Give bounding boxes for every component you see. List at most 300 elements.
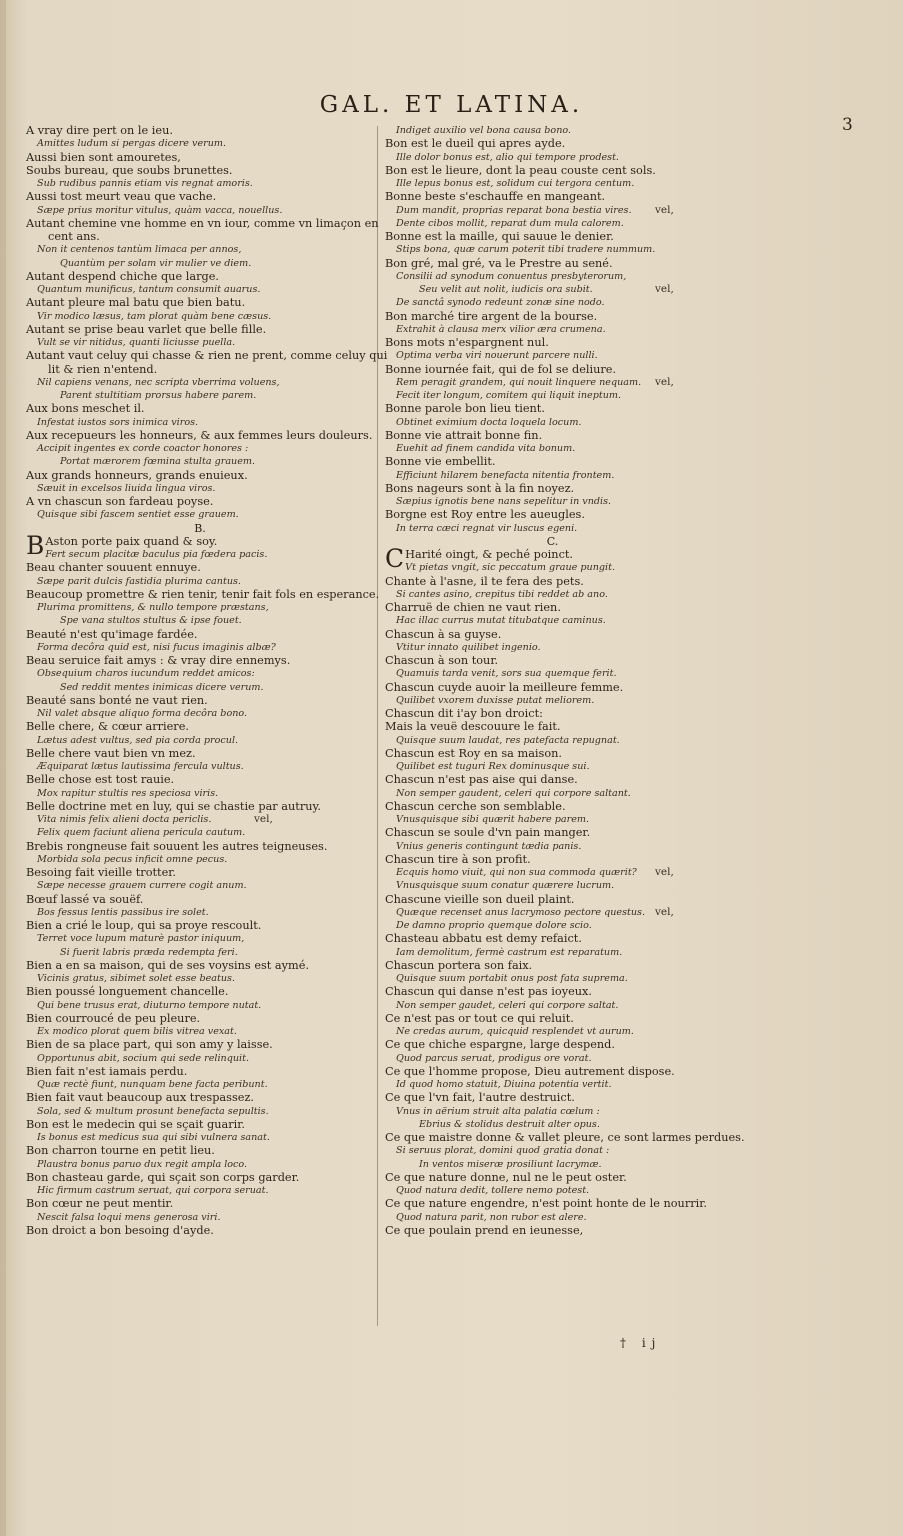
latin-translation <box>26 1078 374 1091</box>
line-text: Felix quem faciunt aliena pericula cautum. <box>37 827 246 839</box>
line-text: Quilibet est tuguri Rex dominusque sui. <box>396 761 590 772</box>
line-text: Fert secum placitæ baculus pia fœdera pacis. <box>45 549 268 560</box>
latin-translation <box>385 349 720 362</box>
line-text: Lætus adest vultus, sed pia corda procul. <box>37 734 239 746</box>
french-proverb <box>385 363 720 376</box>
latin-translation-second-line <box>385 1158 720 1171</box>
latin-translation <box>26 760 374 773</box>
latin-translation <box>26 1158 374 1171</box>
line-text: Bon est le dueil qui apres ayde. <box>385 137 566 151</box>
latin-translation <box>385 919 720 932</box>
latin-translation <box>26 734 374 747</box>
line-text: Beaucoup promettre & rien tenir, tenir fait fols en esperance. <box>26 587 380 601</box>
latin-translation-second-line <box>26 455 374 468</box>
line-text: Chascun cuyde auoir la meilleure femme. <box>385 680 624 694</box>
line-text: Vnusquisque suum conatur quærere lucrum. <box>396 880 615 892</box>
french-proverb <box>26 1144 374 1157</box>
line-text: Portat mærorem fœmina stulta grauem. <box>60 456 256 468</box>
french-proverb-continuation <box>26 230 374 243</box>
line-text: Sæuit in excelsos liuida lingua viros. <box>37 482 216 494</box>
line-text: Nescit falsa loqui mens generosa viri. <box>37 1211 221 1223</box>
latin-translation <box>385 323 720 336</box>
latin-translation <box>26 787 374 800</box>
line-text: Chascun tire à son profit. <box>385 852 531 866</box>
line-text: Mais la veuë descouure le fait. <box>385 720 561 734</box>
latin-translation <box>26 1131 374 1144</box>
line-text: Autant vaut celuy qui chasse & rien ne prent, comme celuy qui <box>26 349 388 363</box>
french-proverb <box>385 1038 720 1051</box>
line-text: Aston porte paix quand & soy. <box>45 534 218 548</box>
line-text: Vnius generis contingunt tædia panis. <box>396 840 582 852</box>
french-proverb <box>26 1065 374 1078</box>
latin-translation <box>385 866 720 879</box>
line-text: Quisque suum laudat, res patefacta repugnat. <box>396 734 620 746</box>
line-text: Chascun portera son faix. <box>385 958 533 972</box>
latin-translation <box>26 177 374 190</box>
french-proverb <box>26 216 379 230</box>
line-text: Consilii ad synodum conuentus presbyterorum, <box>396 270 627 282</box>
line-text: Infestat iustos sors inimica viros. <box>37 416 199 428</box>
line-text: Non it centenos tantùm limaca per annos, <box>37 244 242 256</box>
line-text: Chascun qui danse n'est pas ioyeux. <box>385 985 593 999</box>
latin-translation <box>385 879 720 892</box>
french-proverb <box>26 1038 374 1051</box>
french-proverb <box>385 773 720 786</box>
french-proverb <box>26 296 374 309</box>
line-text: C. <box>546 534 559 548</box>
line-text: Chascun n'est pas aise qui danse. <box>385 773 578 787</box>
line-text: Plurima promittens, & nullo tempore præstans, <box>37 602 269 613</box>
french-proverb <box>385 1197 720 1210</box>
line-text: Hic firmum castrum seruat, qui corpora seruat. <box>37 1185 269 1196</box>
french-proverb <box>385 1224 720 1237</box>
line-text: Morbida sola pecus inficit omne pecus. <box>37 853 228 865</box>
line-text: Non semper gaudent, celeri qui corpore saltant. <box>396 787 631 799</box>
latin-translation-second-line <box>26 614 374 627</box>
line-text: Bien poussé longuement chancelle. <box>26 985 229 999</box>
french-proverb <box>26 429 374 442</box>
line-text: B. <box>194 521 206 535</box>
french-proverb <box>385 257 720 270</box>
vel-marginal-note: vel, <box>655 283 674 295</box>
latin-translation <box>26 1025 374 1038</box>
french-proverb <box>26 270 374 283</box>
line-text: Ce que l'vn fait, l'autre destruict. <box>385 1091 575 1105</box>
line-text: Vnusquisque sibi quærit habere parem. <box>396 814 590 825</box>
line-text: lit & rien n'entend. <box>48 362 158 376</box>
latin-translation <box>385 1052 720 1065</box>
page-gutter-shadow <box>0 0 6 1536</box>
latin-translation <box>26 601 374 614</box>
french-proverb <box>385 747 720 760</box>
line-text: Forma decôra quid est, nisi fucus imaginis albæ? <box>37 641 276 653</box>
line-text: Vnus in aërium struit alta palatia cœlum : <box>396 1105 600 1117</box>
french-proverb <box>26 747 374 760</box>
latin-translation <box>26 667 374 680</box>
latin-translation <box>385 667 720 680</box>
french-proverb <box>26 561 374 574</box>
line-text: Aux bons meschet il. <box>26 402 145 416</box>
line-text: Optima verba viri nouerunt parcere nulli. <box>396 350 598 362</box>
latin-translation <box>385 1078 720 1091</box>
french-proverb <box>26 985 374 998</box>
latin-translation <box>26 283 374 296</box>
line-text: Quod natura dedit, tollere nemo potest. <box>396 1185 590 1196</box>
french-proverb <box>26 694 374 707</box>
line-text: Bonne vie embellit. <box>385 455 496 469</box>
latin-translation-second-line <box>385 1118 720 1131</box>
line-text: Si cantes asino, crepitus tibi reddet ab ano. <box>396 588 608 600</box>
line-text: Spe vana stultos stultus & ipse fouet. <box>60 615 242 627</box>
vel-marginal-note: vel, <box>655 375 674 388</box>
line-text: Harité oingt, & peché poinct. <box>405 548 574 561</box>
latin-translation <box>385 906 720 919</box>
line-text: Bonne beste s'eschauffe en mangeant. <box>385 190 606 204</box>
line-text: Æquiparat lætus lautissima fercula vultus. <box>37 761 244 772</box>
latin-translation <box>385 1105 720 1118</box>
latin-translation <box>385 1184 720 1197</box>
line-text: Bon cœur ne peut mentir. <box>26 1197 174 1211</box>
line-text: Vita nimis felix alieni docta periclis. <box>37 814 212 825</box>
french-proverb <box>26 628 374 641</box>
line-text: Quisque suum portabit onus post fata suprema. <box>396 973 628 984</box>
line-text: A vray dire pert on le ieu. <box>26 124 173 137</box>
latin-translation <box>385 1211 720 1224</box>
line-text: Brebis rongneuse fait souuent les autres teigneuses. <box>26 839 328 853</box>
french-proverb <box>26 866 374 879</box>
latin-translation <box>385 469 720 482</box>
line-text: Qui bene trusus erat, diuturno tempore nutat. <box>37 999 262 1011</box>
french-proverb <box>26 1091 374 1104</box>
line-text: Bon est le medecin qui se sçait guarir. <box>26 1117 245 1131</box>
line-text: Quæ rectè fiunt, nunquam bene facta peribunt. <box>37 1079 268 1090</box>
line-text: Terret voce lupum maturè pastor iniquum, <box>37 933 245 945</box>
latin-translation <box>385 389 720 402</box>
french-proverb <box>385 575 720 588</box>
latin-translation <box>26 641 374 654</box>
line-text: Sæpe necesse grauem currere cogit anum. <box>37 880 247 892</box>
french-proverb <box>385 720 720 733</box>
latin-translation <box>385 787 720 800</box>
latin-translation <box>26 482 374 495</box>
line-text: Borgne est Roy entre les aueugles. <box>385 508 585 522</box>
french-proverb <box>26 402 374 415</box>
latin-translation-second-line <box>26 946 374 959</box>
line-text: Bonne est la maille, qui sauue le denier. <box>385 230 614 243</box>
line-text: Indiget auxilio vel bona causa bono. <box>396 125 572 136</box>
line-text: Euehit ad finem candida vita bonum. <box>396 443 576 454</box>
line-text: A vn chascun son fardeau poyse. <box>26 495 214 508</box>
line-text: Ce que chiche espargne, large despend. <box>385 1038 616 1052</box>
line-text: Beau chanter souuent ennuye. <box>26 561 201 575</box>
latin-translation <box>385 588 720 601</box>
line-text: Fecit iter longum, comitem qui liquit ineptum. <box>396 390 622 401</box>
latin-translation <box>26 707 374 720</box>
french-proverb <box>385 429 720 442</box>
french-proverb <box>385 508 720 521</box>
latin-translation <box>26 416 374 429</box>
line-text: Ce n'est pas or tout ce qui reluit. <box>385 1011 574 1025</box>
line-text: Vir modico læsus, tam plorat quàm bene cæsus. <box>37 310 272 322</box>
line-text: Mox rapitur stultis res speciosa viris. <box>37 787 219 799</box>
line-text: Vicinis gratus, sibimet solet esse beatus. <box>37 973 236 984</box>
latin-translation <box>385 813 720 826</box>
line-text: Quantùm per solam vir mulier ve diem. <box>60 257 252 269</box>
line-text: Id quod homo statuit, Diuina potentia vertit. <box>396 1079 612 1090</box>
line-text: Sed reddit mentes inimicas dicere verum. <box>60 681 264 693</box>
latin-translation <box>385 270 720 283</box>
french-proverb <box>385 985 720 998</box>
line-text: Soubs bureau, que soubs brunettes. <box>26 163 233 177</box>
line-text: Quisque sibi fascem sentiet esse grauem. <box>37 509 239 521</box>
line-text: Ecquis homo viuit, qui non sua commoda quærit? <box>396 867 637 878</box>
line-text: Aux recepueurs les honneurs, & aux femmes leurs douleurs. <box>26 428 373 442</box>
line-text: Hac illac currus mutat titubatque caminus. <box>396 615 606 627</box>
line-text: Amittes ludum si pergas dicere verum. <box>37 138 227 150</box>
latin-translation <box>26 575 374 588</box>
vel-marginal-note: vel, <box>655 203 674 216</box>
latin-translation <box>26 204 374 217</box>
latin-translation <box>385 177 720 190</box>
latin-translation <box>385 296 720 309</box>
line-text: Nil valet absque aliquo forma decôra bono. <box>37 708 248 719</box>
line-text: Beauté sans bonté ne vaut rien. <box>26 693 208 707</box>
drop-cap-letter: C <box>385 544 405 573</box>
latin-translation <box>26 932 374 945</box>
latin-translation <box>385 376 720 389</box>
latin-translation <box>385 217 720 230</box>
french-proverb <box>385 853 720 866</box>
latin-translation <box>385 1025 720 1038</box>
line-text: Bon marché tire argent de la bourse. <box>385 309 598 323</box>
latin-translation <box>26 813 374 826</box>
latin-translation <box>26 853 374 866</box>
line-text: Bon gré, mal gré, va le Prestre au sené. <box>385 256 613 270</box>
french-proverb <box>385 164 720 177</box>
latin-translation <box>385 694 720 707</box>
french-proverb <box>26 164 374 177</box>
running-header: GAL. ET LATINA. <box>319 92 584 118</box>
line-text: Aux grands honneurs, grands enuieux. <box>26 468 248 482</box>
line-text: Plaustra bonus paruo dux regit ampla loco. <box>37 1158 248 1170</box>
french-proverb <box>26 1118 374 1131</box>
line-text: Chascune vieille son dueil plaint. <box>385 892 575 906</box>
vel-marginal-note: vel, <box>254 813 273 825</box>
french-proverb <box>385 800 720 813</box>
latin-translation <box>385 204 720 217</box>
latin-translation <box>385 522 720 535</box>
line-text: Bons mots n'espargnent nul. <box>385 336 549 349</box>
drop-cap-letter: B <box>26 530 45 560</box>
line-text: Autant pleure mal batu que bien batu. <box>26 296 246 310</box>
line-text: Sola, sed & multum prosunt benefacta sepultis. <box>37 1105 269 1117</box>
line-text: Ce que maistre donne & vallet pleure, ce sont larmes perdues. <box>385 1131 745 1144</box>
latin-translation <box>26 310 374 323</box>
latin-translation <box>26 1105 374 1118</box>
french-proverb <box>26 773 374 786</box>
line-text: Chascun cerche son semblable. <box>385 799 566 813</box>
french-proverb <box>385 1131 745 1144</box>
latin-translation <box>385 442 720 455</box>
latin-translation <box>26 826 374 839</box>
line-text: Non semper gaudet, celeri qui corpore saltat. <box>396 999 619 1011</box>
line-text: cent ans. <box>48 230 100 243</box>
line-text: Bon chasteau garde, qui sçait son corps garder. <box>26 1170 300 1184</box>
line-text: Sæpius ignotis bene nans sepelitur in vndis. <box>396 496 612 507</box>
latin-translation <box>385 999 720 1012</box>
line-text: Iam demolitum, fermè castrum est reparatum. <box>396 946 623 958</box>
latin-translation <box>385 495 720 508</box>
line-text: Quod natura parit, non rubor est alere. <box>396 1211 587 1223</box>
folio-number: 3 <box>842 115 853 135</box>
french-proverb <box>26 959 374 972</box>
french-proverb <box>26 587 380 601</box>
french-proverb <box>385 230 720 243</box>
line-text: Aussi bien sont amouretes, <box>26 150 181 164</box>
line-text: Bos fessus lentis passibus ire solet. <box>37 906 209 918</box>
line-text: Autant se prise beau varlet que belle fille. <box>26 322 267 336</box>
latin-translation <box>385 946 720 959</box>
latin-translation <box>26 508 374 521</box>
latin-translation <box>385 124 720 137</box>
section-letter <box>26 522 374 535</box>
line-text: Chante à l'asne, il te fera des pets. <box>385 574 584 588</box>
line-text: Chascun dit i'ay bon droict: <box>385 707 543 720</box>
french-proverb <box>385 681 720 694</box>
french-proverb <box>385 190 720 203</box>
latin-translation <box>385 561 720 574</box>
line-text: Ce que nature donne, nul ne le peut oster. <box>385 1170 627 1184</box>
french-proverb <box>26 469 374 482</box>
latin-translation-second-line <box>26 681 374 694</box>
latin-translation <box>385 243 720 256</box>
latin-translation <box>26 1211 374 1224</box>
line-text: Bon droict a bon besoing d'ayde. <box>26 1223 214 1237</box>
line-text: De damno proprio quemque dolore scio. <box>396 920 592 931</box>
line-text: Bonne parole bon lieu tient. <box>385 402 545 416</box>
french-proverb <box>385 893 720 906</box>
line-text: Quantum munificus, tantum consumit auarus. <box>37 284 261 295</box>
french-proverb <box>385 959 720 972</box>
line-text: Bons nageurs sont à la fin noyez. <box>385 481 575 495</box>
right-column <box>385 124 745 1237</box>
line-text: Obtinet eximium docta loquela locum. <box>396 416 582 428</box>
latin-translation <box>26 906 374 919</box>
french-proverb <box>26 151 374 164</box>
french-proverb <box>26 349 388 363</box>
french-proverb <box>385 402 720 415</box>
line-text: Belle chere vaut bien vn mez. <box>26 746 196 760</box>
line-text: De sanctâ synodo redeunt zonæ sine nodo. <box>396 297 605 309</box>
line-text: Ex modico plorat quem bilis vitrea vexat. <box>37 1026 237 1037</box>
latin-translation <box>26 1052 374 1065</box>
french-proverb <box>385 628 720 641</box>
line-text: Nil capiens venans, nec scripta vberrima voluens, <box>37 376 280 388</box>
line-text: Quamuis tarda venit, sors sua quemque ferit. <box>396 668 617 680</box>
french-proverb <box>26 1012 374 1025</box>
line-text: Accipit ingentes ex corde coactor honores : <box>37 443 249 454</box>
line-text: Si seruus plorat, domini quod gratia donat : <box>396 1145 610 1157</box>
french-proverb <box>385 654 720 667</box>
french-proverb <box>26 1171 374 1184</box>
line-text: Quilibet vxorem duxisse putat meliorem. <box>396 694 595 706</box>
line-text: Bon est le lieure, dont la peau couste cent sols. <box>385 163 656 177</box>
section-letter <box>385 535 720 548</box>
line-text: Belle chose est tost rauie. <box>26 773 175 787</box>
latin-translation <box>385 641 720 654</box>
latin-translation <box>26 376 374 389</box>
latin-translation <box>385 734 720 747</box>
line-text: Autant despend chiche que large. <box>26 269 219 283</box>
latin-translation <box>26 1184 374 1197</box>
line-text: Bien courroucé de peu pleure. <box>26 1011 201 1025</box>
latin-translation <box>26 548 374 561</box>
line-text: Chascun à sa guyse. <box>385 627 502 641</box>
line-text: Ille dolor bonus est, alio qui tempore prodest. <box>396 151 619 163</box>
french-proverb <box>385 1171 720 1184</box>
signature-mark: † ij <box>620 1336 662 1350</box>
line-text: Chascun se soule d'vn pain manger. <box>385 826 591 840</box>
line-text: Besoing fait vieille trotter. <box>26 866 177 879</box>
vel-marginal-note: vel, <box>655 905 674 918</box>
column-divider <box>377 126 378 1326</box>
line-text: Bœuf lassé va souëf. <box>26 892 144 906</box>
latin-translation <box>385 760 720 773</box>
line-text: Bonne vie attrait bonne fin. <box>385 428 543 442</box>
line-text: Aussi tost meurt veau que vache. <box>26 190 217 204</box>
line-text: Sæpe prius moritur vitulus, quàm vacca, nouellus. <box>37 204 283 216</box>
latin-translation <box>385 614 720 627</box>
line-text: Chascun est Roy en sa maison. <box>385 746 563 760</box>
line-text: Parent stultitiam prorsus habere parem. <box>60 390 257 401</box>
french-proverb <box>26 840 374 853</box>
line-text: Belle doctrine met en luy, qui se chastie par autruy. <box>26 799 321 813</box>
line-text: Dente cibos mollit, reparat dum mula calorem. <box>396 217 624 229</box>
line-text: Bonne iournée fait, qui de fol se deliure. <box>385 362 617 376</box>
line-text: Bon charron tourne en petit lieu. <box>26 1144 215 1158</box>
line-text: Si fuerit labris præda redempta feri. <box>60 946 238 958</box>
french-proverb <box>26 124 374 137</box>
french-proverb <box>385 1065 720 1078</box>
line-text: Charruë de chien ne vaut rien. <box>385 601 561 614</box>
line-text: Seu velit aut nolit, iudicis ora subit. <box>419 284 593 295</box>
french-proverb <box>385 1091 720 1104</box>
line-text: Extrahit à clausa merx vilior æra crumena. <box>396 323 606 335</box>
line-text: Obsequium charos iucundum reddet amicos: <box>37 668 255 680</box>
line-text: Ce que poulain prend en ieunesse, <box>385 1223 584 1237</box>
latin-translation <box>385 840 720 853</box>
french-proverb <box>26 1224 374 1237</box>
french-proverb <box>385 1012 720 1025</box>
line-text: Autant chemine vne homme en vn iour, comme vn limaçon en <box>26 216 379 230</box>
line-text: Bien a en sa maison, qui de ses voysins est aymé. <box>26 958 310 972</box>
line-text: Quod parcus seruat, prodigus ore vorat. <box>396 1052 592 1064</box>
line-text: Ce que nature engendre, n'est point honte de le nourrir. <box>385 1197 707 1211</box>
french-proverb <box>26 800 374 813</box>
line-text: Stips bona, quæ carum poterit tibi tradere nummum. <box>396 244 656 256</box>
latin-translation <box>385 1144 720 1157</box>
vel-marginal-note: vel, <box>655 866 674 878</box>
line-text: Vult se vir nitidus, quanti liciusse puella. <box>37 337 236 348</box>
line-text: Sub rudibus pannis etiam vis regnat amoris. <box>37 178 253 189</box>
latin-translation <box>26 336 374 349</box>
left-column <box>26 124 388 1237</box>
line-text: Is bonus est medicus sua qui sibi vulnera sanat. <box>37 1132 270 1143</box>
latin-translation <box>26 879 374 892</box>
latin-translation-second-line <box>385 283 720 296</box>
line-text: Ille lepus bonus est, solidum cui tergora centum. <box>396 178 635 189</box>
latin-translation <box>26 442 374 455</box>
